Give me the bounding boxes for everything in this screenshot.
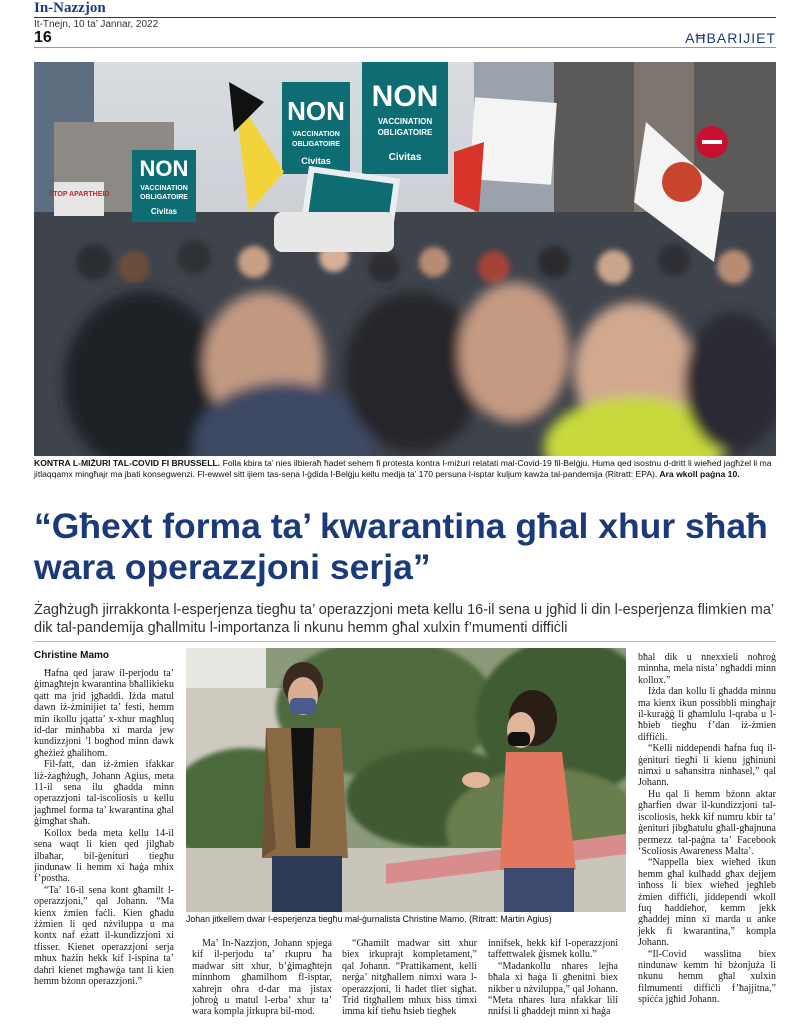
sign-non-2: NON [287, 96, 345, 126]
standfirst: Żagħżugħ jirrakkonta l-esperjenza tiegħu ta’ operazzjoni meta kellu 16-il sena u jgħid li din l-esperjenza flimkien ma’ dik tal-pandemija għallmitu l-importanza li nkunu hemm għal xulxin f’mumenti diffiċli [34, 602, 774, 636]
hero-caption-body: Folla kbira ta’ nies ilbieraħ ħadet sehem fi protesta kontra l-miżuri relatati mal-Covid-19 fil-Belġju. Huma qed isostnu d-dritt li wieħed jagħżel li ma jitlaqqamx mingħajr ma jbati konsegwenzi. Fl-ewwel sitt ijiem tas-sena l-ġdida l-Belġju kellu medja ta’ 170 persuna l-isptar kuljum kawża tal-pandemija (Ritratt: EPA). [34, 458, 772, 479]
paragraph: bħal dik u nnexxieli noħroġ minnha, mela nista’ ngħaddi minn kollox.” [638, 652, 776, 686]
column-2 [192, 938, 332, 1018]
paragraph: Fil-fatt, dan iż-żmien ifakkar liż-żagħżugħ, Johann Agius, meta 11-il sena ilu għadda minn operazzjoni tal-iscoliosis u kellu jagħmel forma ta’ kwarantina għal ġimgħat sħaħ. [34, 759, 174, 828]
masthead [34, 0, 776, 48]
protest-crowd-photo [34, 62, 776, 456]
sign-vacc-1: VACCINATION [140, 185, 188, 192]
paragraph: “Kelli niddependi ħafna fuq il-ġenituri tiegħi li kienu jgħinuni nimxi u saħansitra ninħasel,” qal Johann. [638, 743, 776, 789]
byline: Christine Mamo [34, 650, 110, 661]
paragraph: Hu qal li hemm bżonn aktar għarfien dwar il-kundizzjoni tal-iscoliosis, hekk kif numru kbir ta’ ġenituri jibgħatulu għall-għajnuna permezz tal-paġna ta’ Facebook ‘Scoliosis Awareness Malta’. [638, 788, 776, 857]
paragraph: Ma’ In-Nazzjon, Johann spjega kif il-perjodu ta’ rkupru ħa madwar sitt xhur, b’ġimagħtejn minnhom għamilhom fl-isptar, xahrejn oħra d-dar ma jistax joħroġ u matul l-erba’ xhur ta’ wara kompla jirkupra bil-mod. [192, 938, 332, 1018]
paragraph: “Nappella biex wieħed ikun hemm għal kulħadd għax dejjem inħoss li biex wieħed jegħleb żmien diffiċli, jiddependi wkoll fuq ħaddieħor, kemm jekk għaddej minn xi marda u anke jekk fi kwarantina,” kompla Johann. [638, 857, 776, 949]
column-4 [488, 938, 618, 1018]
interview-photo [186, 648, 626, 912]
brand-rule [34, 17, 776, 18]
column-1 [34, 668, 174, 987]
hero-caption-ref: Ara wkoll paġna 10. [657, 469, 740, 479]
sign-oblig-2: OBLIGATOIRE [292, 141, 340, 148]
sign-brand-3: Civitas [388, 152, 422, 163]
issue-date: It-Tnejn, 10 ta’ Jannar, 2022 [34, 19, 159, 30]
column-5 [638, 652, 776, 1006]
interview-caption: Johan jitkellem dwar l-esperjenza tiegħu mal-ġurnalista Christine Mamo. (Ritratt: Martin Agius) [186, 914, 552, 924]
interview-scene [186, 648, 626, 912]
sign-oblig-3: OBLIGATOIRE [377, 128, 433, 137]
sign-non-1: NON [139, 156, 189, 181]
section-label: AĦBARIJIET [685, 30, 776, 46]
paragraph: “Għamilt madwar sitt xhur biex irkuprajt kompletament,” qal Johann. “Prattikament, kelli nerġa’ nitgħallem nimxi wara l-operazzjoni, li ħadet tliet sigħat. Trid titgħallem mhux biss timxi imma kif tieħu ħsieb tiegħek [342, 938, 477, 1018]
masthead-divider [34, 47, 776, 48]
column-3 [342, 938, 477, 1018]
paragraph: Ħafna qed jaraw il-perjodu ta’ ġimagħtejn kwarantina bħallikieku qatt ma jrid jgħaddi. Iżda matul dawn iż-żminijiet ta’ festi, hemm min ikollu jqatta’ x-xhur magħluq id-dar minħabba xi marda jew kundizzjoni ’l bogħod minn dawk għeżież għalihom. [34, 668, 174, 759]
sign-non-3: NON [371, 80, 439, 113]
hero-caption-title: KONTRA L-MIŻURI TAL-COVID FI BRUSSELL. [34, 458, 221, 468]
hero-photo [34, 62, 776, 456]
sign-vacc-3: VACCINATION [377, 117, 433, 126]
headline: “Għext forma ta’ kwarantina għal xhur sħaħ wara operazzjoni serja” [34, 506, 768, 587]
sign-oblig-1: OBLIGATOIRE [140, 194, 188, 201]
sign-brand-2: Civitas [301, 156, 331, 166]
paragraph: “Il-Covid wasslitna biex nindunaw kemm hi bżonjuża li nkunu hemm għal xulxin filmumenti diffiċli f’ħajjitna,” spiċċa jgħid Johann. [638, 948, 776, 1006]
newspaper-brand: In-Nazzjon [34, 0, 106, 16]
paragraph: “Madankollu nħares lejha bħala xi ħaġa li għenitni biex nikber u nżviluppa,” qal Johann. “Meta nħares lura nfakkar lili nnifsi li għaddejt minn xi ħaġa [488, 960, 618, 1018]
sign-brand-1: Civitas [150, 207, 178, 216]
paragraph: innifsek, hekk kif l-operazzjoni taffettwalek ġismek kollu.” [488, 938, 618, 961]
standfirst-rule [34, 641, 776, 642]
paragraph: Kollox beda meta kellu 14-il sena waqt li kien qed jilgħab ilbaħar, bil-ġenituri tiegħu jindunaw li hemm xi ħaġa mhix f’postha. [34, 827, 174, 885]
page-number: 16 [34, 29, 52, 46]
sign-vacc-2: VACCINATION [292, 131, 340, 138]
paragraph: “Ta’ 16-il sena kont għamilt l-operazzjoni,” qal Johann. “Ma kienx żmien faċli. Kien għadu żżmien li qed nżviluppa u ma kontx naf eżatt il-kundizzjoni xi tfisser. Kienet operazzjoni serja mhux ħażin hekk kif l-ispina ta’ dahri kienet mgħawġa tant li kien hemm bżonn operazzjoni.” [34, 884, 174, 987]
paragraph: Iżda dan kollu li għadda minnu ma kienx ikun possibbli mingħajr il-kuraġġ li għamlulu l-qraba u l-ħbieb tiegħu f’dan iż-żmien diffiċli. [638, 686, 776, 743]
hero-caption [34, 458, 776, 480]
stop-sign-text: STOP APARTHEID [48, 191, 110, 198]
